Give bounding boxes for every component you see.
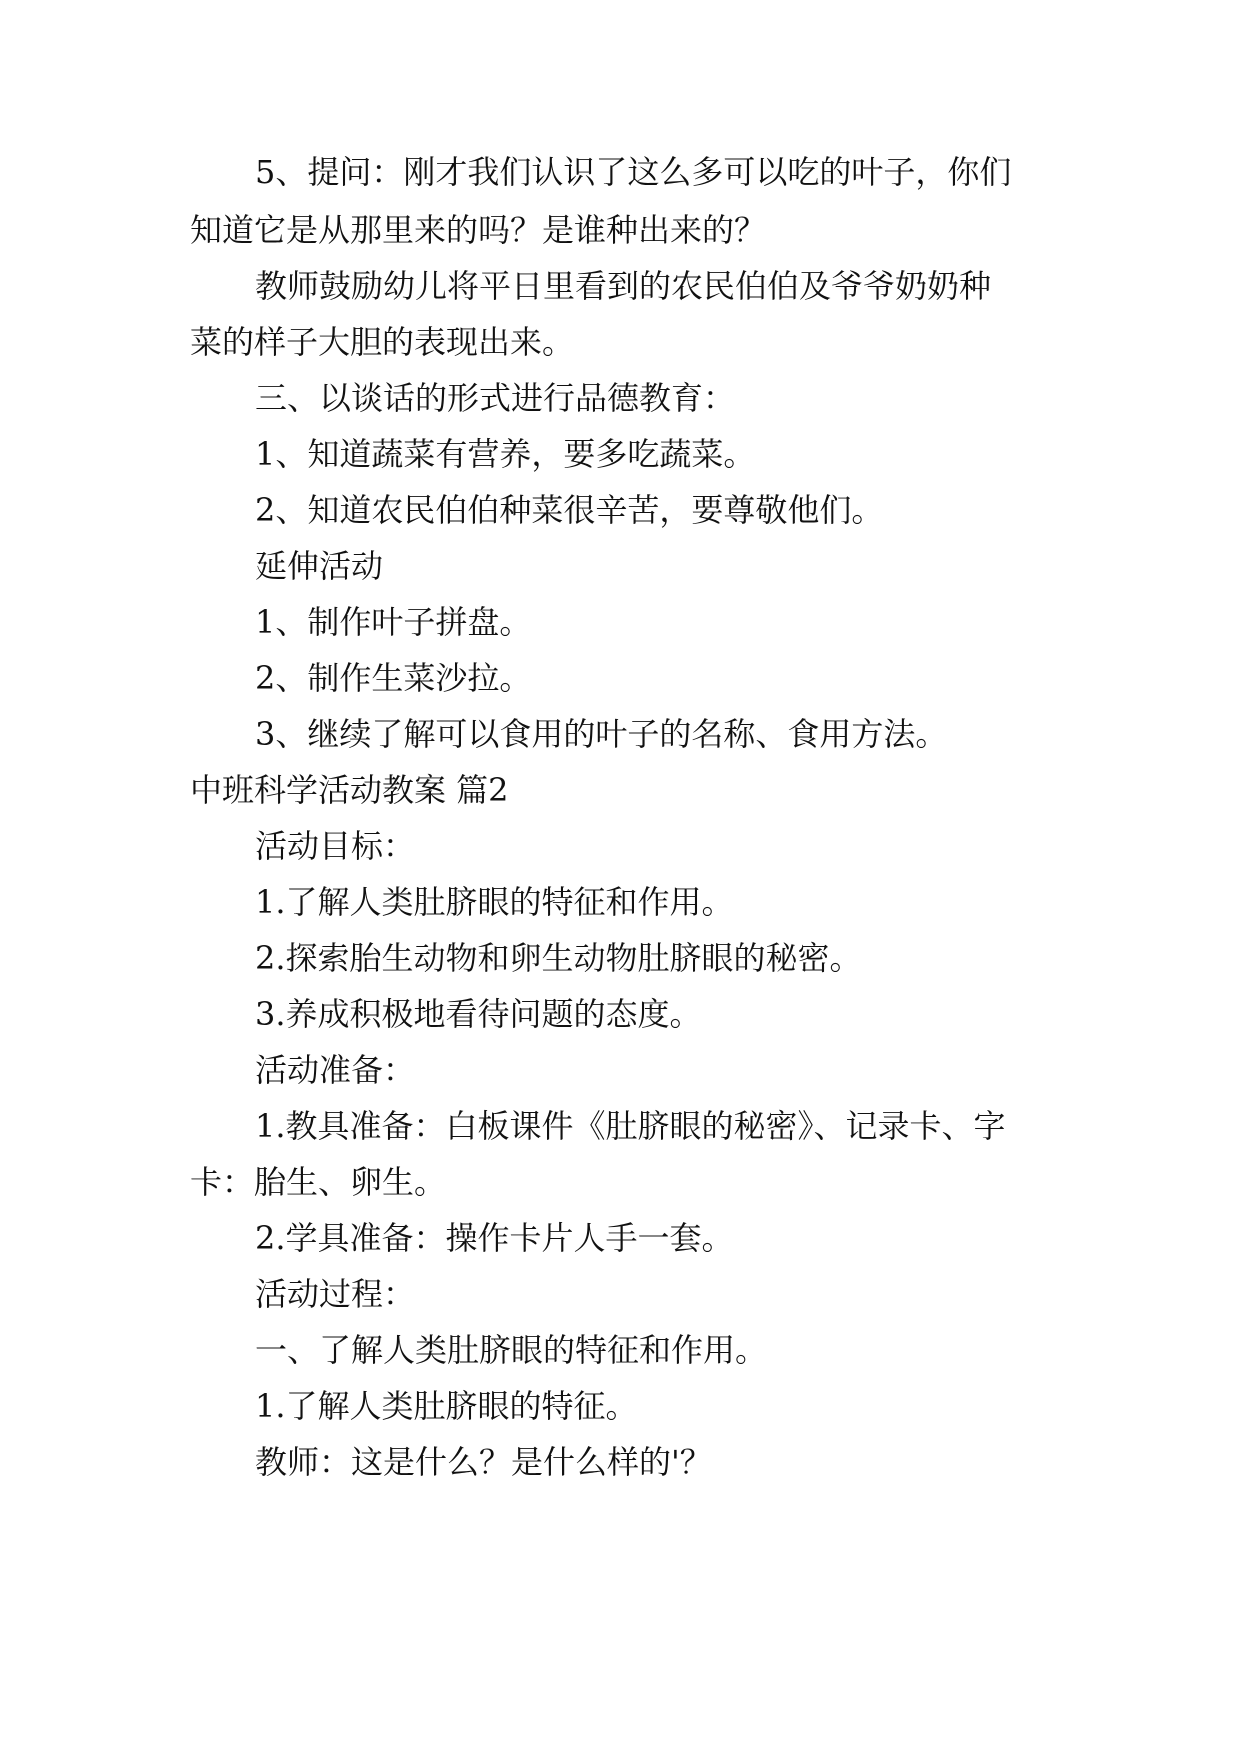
paragraph-line: 三、以谈话的形式进行品德教育：: [255, 379, 736, 417]
paragraph-line: 1.教具准备：白板课件《肚脐眼的秘密》、记录卡、字: [255, 1107, 1006, 1145]
paragraph-line: 菜的样子大胆的表现出来。: [190, 323, 575, 361]
paragraph-line: 卡：胎生、卵生。: [190, 1163, 447, 1201]
paragraph-line: 2.探索胎生动物和卵生动物肚脐眼的秘密。: [255, 939, 862, 977]
paragraph-line: 一、了解人类肚脐眼的特征和作用。: [255, 1331, 768, 1369]
section-heading: 活动目标：: [255, 827, 416, 865]
paragraph-line: 教师鼓励幼儿将平日里看到的农民伯伯及爷爷奶奶种: [255, 267, 992, 305]
paragraph-line: 2.学具准备：操作卡片人手一套。: [255, 1219, 734, 1257]
paragraph-line: 教师：这是什么？是什么样的'？: [255, 1443, 712, 1481]
paragraph-line: 2、制作生菜沙拉。: [255, 659, 532, 697]
paragraph-line: 1、制作叶子拼盘。: [255, 603, 532, 641]
paragraph-line: 3、继续了解可以食用的叶子的名称、食用方法。: [255, 715, 948, 753]
paragraph-line: 1、知道蔬菜有营养，要多吃蔬菜。: [255, 435, 756, 473]
lesson-title: 中班科学活动教案 篇2: [190, 771, 509, 809]
section-heading: 延伸活动: [255, 547, 384, 585]
paragraph-line: 3.养成积极地看待问题的态度。: [255, 995, 702, 1033]
paragraph-line: 1.了解人类肚脐眼的特征和作用。: [255, 883, 734, 921]
section-heading: 活动准备：: [255, 1051, 416, 1089]
section-heading: 活动过程：: [255, 1275, 416, 1313]
paragraph-line: 2、知道农民伯伯种菜很辛苦，要尊敬他们。: [255, 491, 884, 529]
paragraph-line: 1.了解人类肚脐眼的特征。: [255, 1387, 638, 1425]
paragraph-line: 知道它是从那里来的吗？是谁种出来的？: [190, 211, 767, 249]
paragraph-line: 5、提问：刚才我们认识了这么多可以吃的叶子，你们: [255, 153, 1012, 191]
